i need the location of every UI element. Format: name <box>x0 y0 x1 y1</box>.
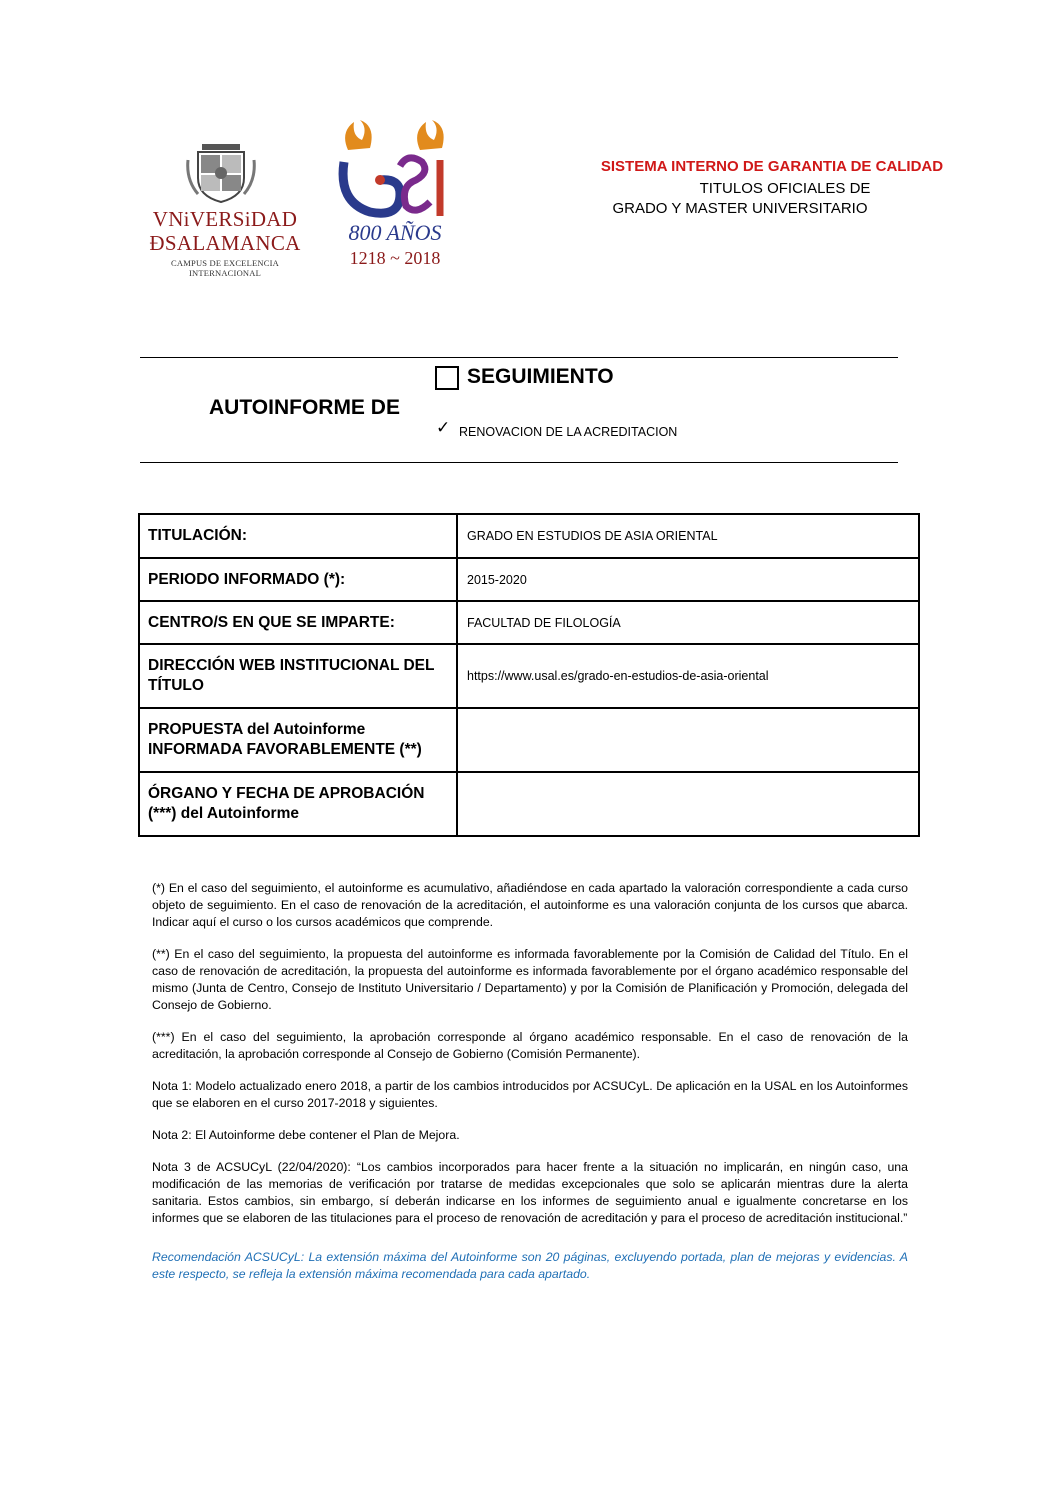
row-key: ÓRGANO Y FECHA DE APROBACIÓN (***) del Autoinforme <box>139 772 457 836</box>
header-line1: TITULOS OFICIALES DE <box>699 180 871 197</box>
divider-bottom <box>140 462 898 463</box>
row-key: PROPUESTA del Autoinforme INFORMADA FAVORABLEMENTE (**) <box>139 708 457 772</box>
nota-3: Nota 3 de ACSUCyL (22/04/2020): “Los cambios incorporados para hacer frente a la situación no implicarán, en ningún caso, una modificación de las memorias de verificación por tratarse de medidas excepcionales que solo se aplicarán mientras dure la alerta sanitaria. Estos cambios, sin embargo, sí deberán indicarse en los informes de seguimiento anual e igualmente concretarse en los informes que se elaboren de las titulaciones para el proceso de renovación de acreditación y para el proceso de acreditación institucional.” <box>152 1160 908 1225</box>
anniversary-mark-icon <box>330 120 460 245</box>
row-value: GRADO EN ESTUDIOS DE ASIA ORIENTAL <box>457 514 919 558</box>
table-row <box>139 644 919 708</box>
university-logo <box>140 140 310 278</box>
recommendation: Recomendación ACSUCyL: La extensión máxima del Autoinforme son 20 páginas, excluyendo portada, plan de mejoras y evidencias. A este respecto, se refleja la extensión máxima recomendada para cada apartado. <box>152 1250 908 1281</box>
table-row <box>139 601 919 644</box>
seguimiento-label: SEGUIMIENTO <box>467 365 614 388</box>
university-crest-icon <box>186 140 256 204</box>
anniversary-line: 800 AÑOS <box>348 220 442 245</box>
table-row <box>139 514 919 558</box>
row-value: FACULTAD DE FILOLOGÍA <box>457 601 919 644</box>
note-2: (**) En el caso del seguimiento, la propuesta del autoinforme es informada favorablemente por la Comisión de Calidad del Título. En el caso de renovación de acreditación, la propuesta del autoinforme es informada favorablemente por el órgano académico responsable del mismo (Junta de Centro, Consejo de Instituto Universitario / Departamento) y por la Comisión de Planificación y Promoción, delegada del Consejo de Gobierno. <box>152 947 908 1012</box>
renovacion-label: RENOVACION DE LA ACREDITACION <box>459 425 678 439</box>
info-table <box>138 513 920 837</box>
row-key: PERIODO INFORMADO (*): <box>139 558 457 601</box>
university-subtitle: CAMPUS DE EXCELENCIA INTERNACIONAL <box>171 258 279 278</box>
nota-1: Nota 1: Modelo actualizado enero 2018, a partir de los cambios introducidos por ACSUCyL. De aplicación en la USAL en los Autoinformes que se elaboren en el curso 2017-2018 y siguientes. <box>152 1079 908 1110</box>
checkmark-icon[interactable]: ✓ <box>436 418 451 437</box>
nota-2: Nota 2: El Autoinforme debe contener el Plan de Mejora. <box>152 1128 460 1142</box>
table-row <box>139 558 919 601</box>
seguimiento-checkbox[interactable] <box>435 366 459 390</box>
table-row <box>139 708 919 772</box>
row-key: TITULACIÓN: <box>139 514 457 558</box>
note-3: (***) En el caso del seguimiento, la aprobación corresponde al órgano académico responsable. En el caso de renovación de la acreditación, la aprobación corresponde al Consejo de Gobierno (Comisión Permanente). <box>152 1030 908 1061</box>
autoinforme-label: AUTOINFORME DE <box>209 396 400 419</box>
row-key: DIRECCIÓN WEB INSTITUCIONAL DEL TÍTULO <box>139 644 457 708</box>
university-name-line2: ÐSALAMANCA <box>149 231 301 255</box>
note-1: (*) En el caso del seguimiento, el autoinforme es acumulativo, añadiéndose en cada apartado la valoración correspondiente a cada curso objeto de seguimiento. En el caso de renovación de la acreditación, el autoinforme es una valoración conjunta de los cursos que abarca. Indicar aquí el curso o los cursos académicos que comprende. <box>152 881 908 929</box>
row-value: 2015-2020 <box>457 558 919 601</box>
row-value[interactable] <box>457 772 919 836</box>
divider-top <box>140 357 898 358</box>
row-key: CENTRO/S EN QUE SE IMPARTE: <box>139 601 457 644</box>
table-row <box>139 772 919 836</box>
notes-section <box>152 880 908 1298</box>
anniversary-years: 1218 ~ 2018 <box>349 248 441 268</box>
system-title: SISTEMA INTERNO DE GARANTIA DE CALIDAD <box>600 158 944 175</box>
row-value: https://www.usal.es/grado-en-estudios-de-asia-oriental <box>457 644 919 708</box>
row-value[interactable] <box>457 708 919 772</box>
header-line2: GRADO Y MASTER UNIVERSITARIO <box>612 200 868 217</box>
university-name <box>140 207 310 255</box>
university-name-line1: VNiVERSiDAD <box>152 207 298 231</box>
anniversary-logo <box>330 120 460 270</box>
